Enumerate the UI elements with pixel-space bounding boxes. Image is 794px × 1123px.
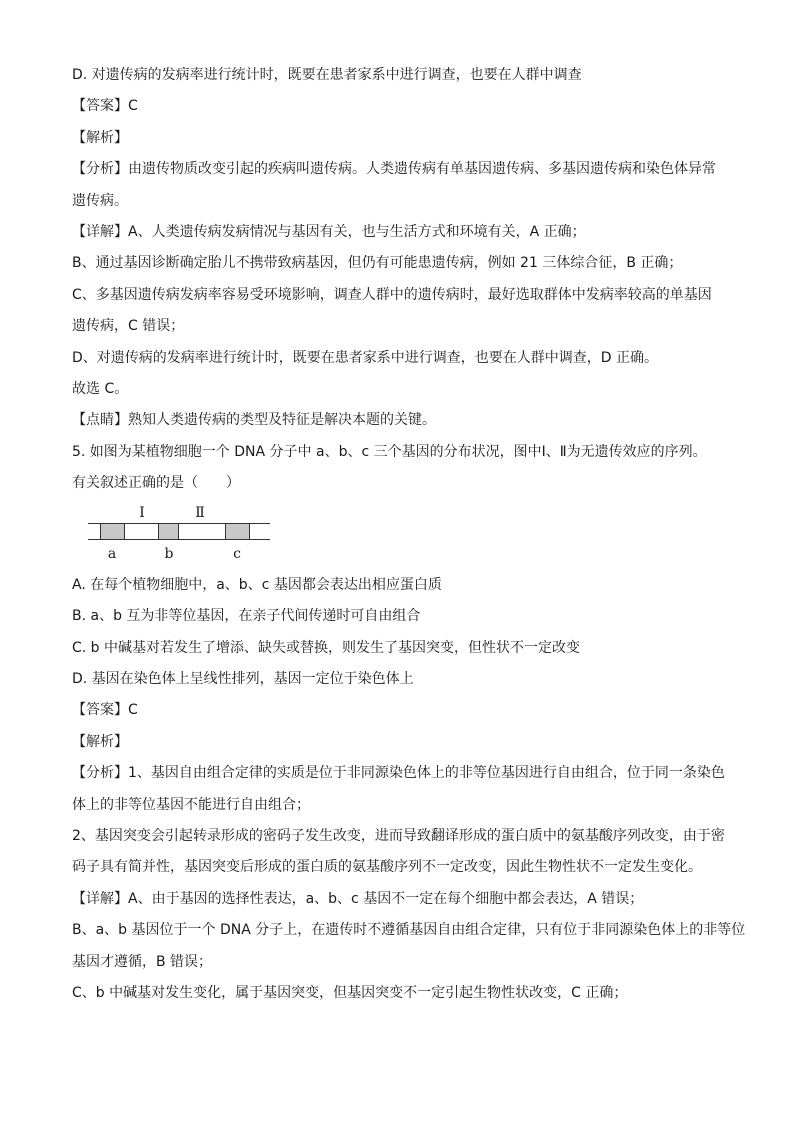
- detail-text: B、通过基因诊断确定胎儿不携带致病基因，但仍有可能患遗传病，例如 21 三体综合征，B 正确；: [72, 255, 683, 272]
- sequence-label-II: Ⅱ: [195, 504, 205, 521]
- dna-gene-diagram: [72, 502, 732, 566]
- option-d-text: D. 对遗传病的发病率进行统计时，既要在患者家系中进行调查，也要在人群中调查: [72, 67, 582, 83]
- analysis-text: 码子具有简并性，基因突变后形成的蛋白质的氨基酸序列不一定改变，因此生物性状不一定发生变化。: [72, 859, 702, 876]
- dna-diagram-svg: [84, 502, 284, 566]
- detail-text: 【详解】A、由于基因的选择性表达，a、b、c 基因不一定在每个细胞中都会表达，A 错误；: [72, 890, 644, 907]
- document-page: [72, 60, 746, 1009]
- gene-c-segment: [226, 523, 250, 539]
- option-b: B. a、b 互为非等位基因，在亲子代间传递时可自由组合: [72, 608, 421, 625]
- option-a: A. 在每个植物细胞中，a、b、c 基因都会表达出相应蛋白质: [72, 576, 442, 593]
- analysis-text: 【分析】由遗传物质改变引起的疾病叫遗传病。人类遗传病有单基因遗传病、多基因遗传病和染色体异常: [72, 161, 716, 178]
- conclusion-text: 故选 C。: [72, 381, 129, 398]
- gene-label-a: a: [107, 545, 117, 562]
- detail-text: D、对遗传病的发病率进行统计时，既要在患者家系中进行调查，也要在人群中调查，D 正确。: [72, 349, 659, 366]
- detail-text: 【详解】A、人类遗传病发病情况与基因有关，也与生活方式和环境有关，A 正确；: [72, 224, 586, 241]
- question-5-stem: 有关叙述正确的是（ ）: [72, 475, 240, 492]
- detail-text: 遗传病，C 错误；: [72, 318, 185, 335]
- sequence-label-I: Ⅰ: [139, 504, 145, 521]
- analysis-text: 【分析】1、基因自由组合定律的实质是位于非同源染色体上的非等位基因进行自由组合，位于同一条染色: [72, 765, 725, 782]
- analysis-heading: 【解析】: [72, 129, 128, 146]
- detail-text: C、多基因遗传病发病率容易受环境影响，调查人群中的遗传病时，最好选取群体中发病率较高的单基因: [72, 286, 712, 303]
- gene-label-c: c: [233, 545, 241, 562]
- question-5-stem: 5. 如图为某植物细胞一个 DNA 分子中 a、b、c 三个基因的分布状况，图中Ⅰ、Ⅱ为无遗传效应的序列。: [72, 443, 707, 460]
- tip-text: 【点睛】熟知人类遗传病的类型及特征是解决本题的关键。: [72, 412, 436, 429]
- analysis-text: 遗传病。: [72, 192, 128, 209]
- detail-text: B、a、b 基因位于一个 DNA 分子上，在遗传时不遵循基因自由组合定律，只有位于非同源染色体上的非等位: [72, 922, 746, 939]
- gene-label-b: b: [164, 545, 174, 562]
- answer-line: 【答案】C: [72, 702, 138, 719]
- gene-a-segment: [101, 523, 125, 539]
- gene-b-segment: [159, 523, 179, 539]
- option-d: D. 基因在染色体上呈线性排列，基因一定位于染色体上: [72, 670, 414, 687]
- analysis-heading: 【解析】: [72, 733, 128, 750]
- analysis-text: 体上的非等位基因不能进行自由组合；: [72, 796, 310, 813]
- detail-text: C、b 中碱基对发生变化，属于基因突变，但基因突变不一定引起生物性状改变，C 正确；: [72, 984, 628, 1001]
- answer-line: 【答案】C: [72, 98, 138, 115]
- analysis-text: 2、基因突变会引起转录形成的密码子发生改变，进而导致翻译形成的蛋白质中的氨基酸序列改变，由于密: [72, 827, 725, 844]
- option-c: C. b 中碱基对若发生了增添、缺失或替换，则发生了基因突变，但性状不一定改变: [72, 639, 581, 656]
- detail-text: 基因才遵循，B 错误；: [72, 953, 213, 970]
